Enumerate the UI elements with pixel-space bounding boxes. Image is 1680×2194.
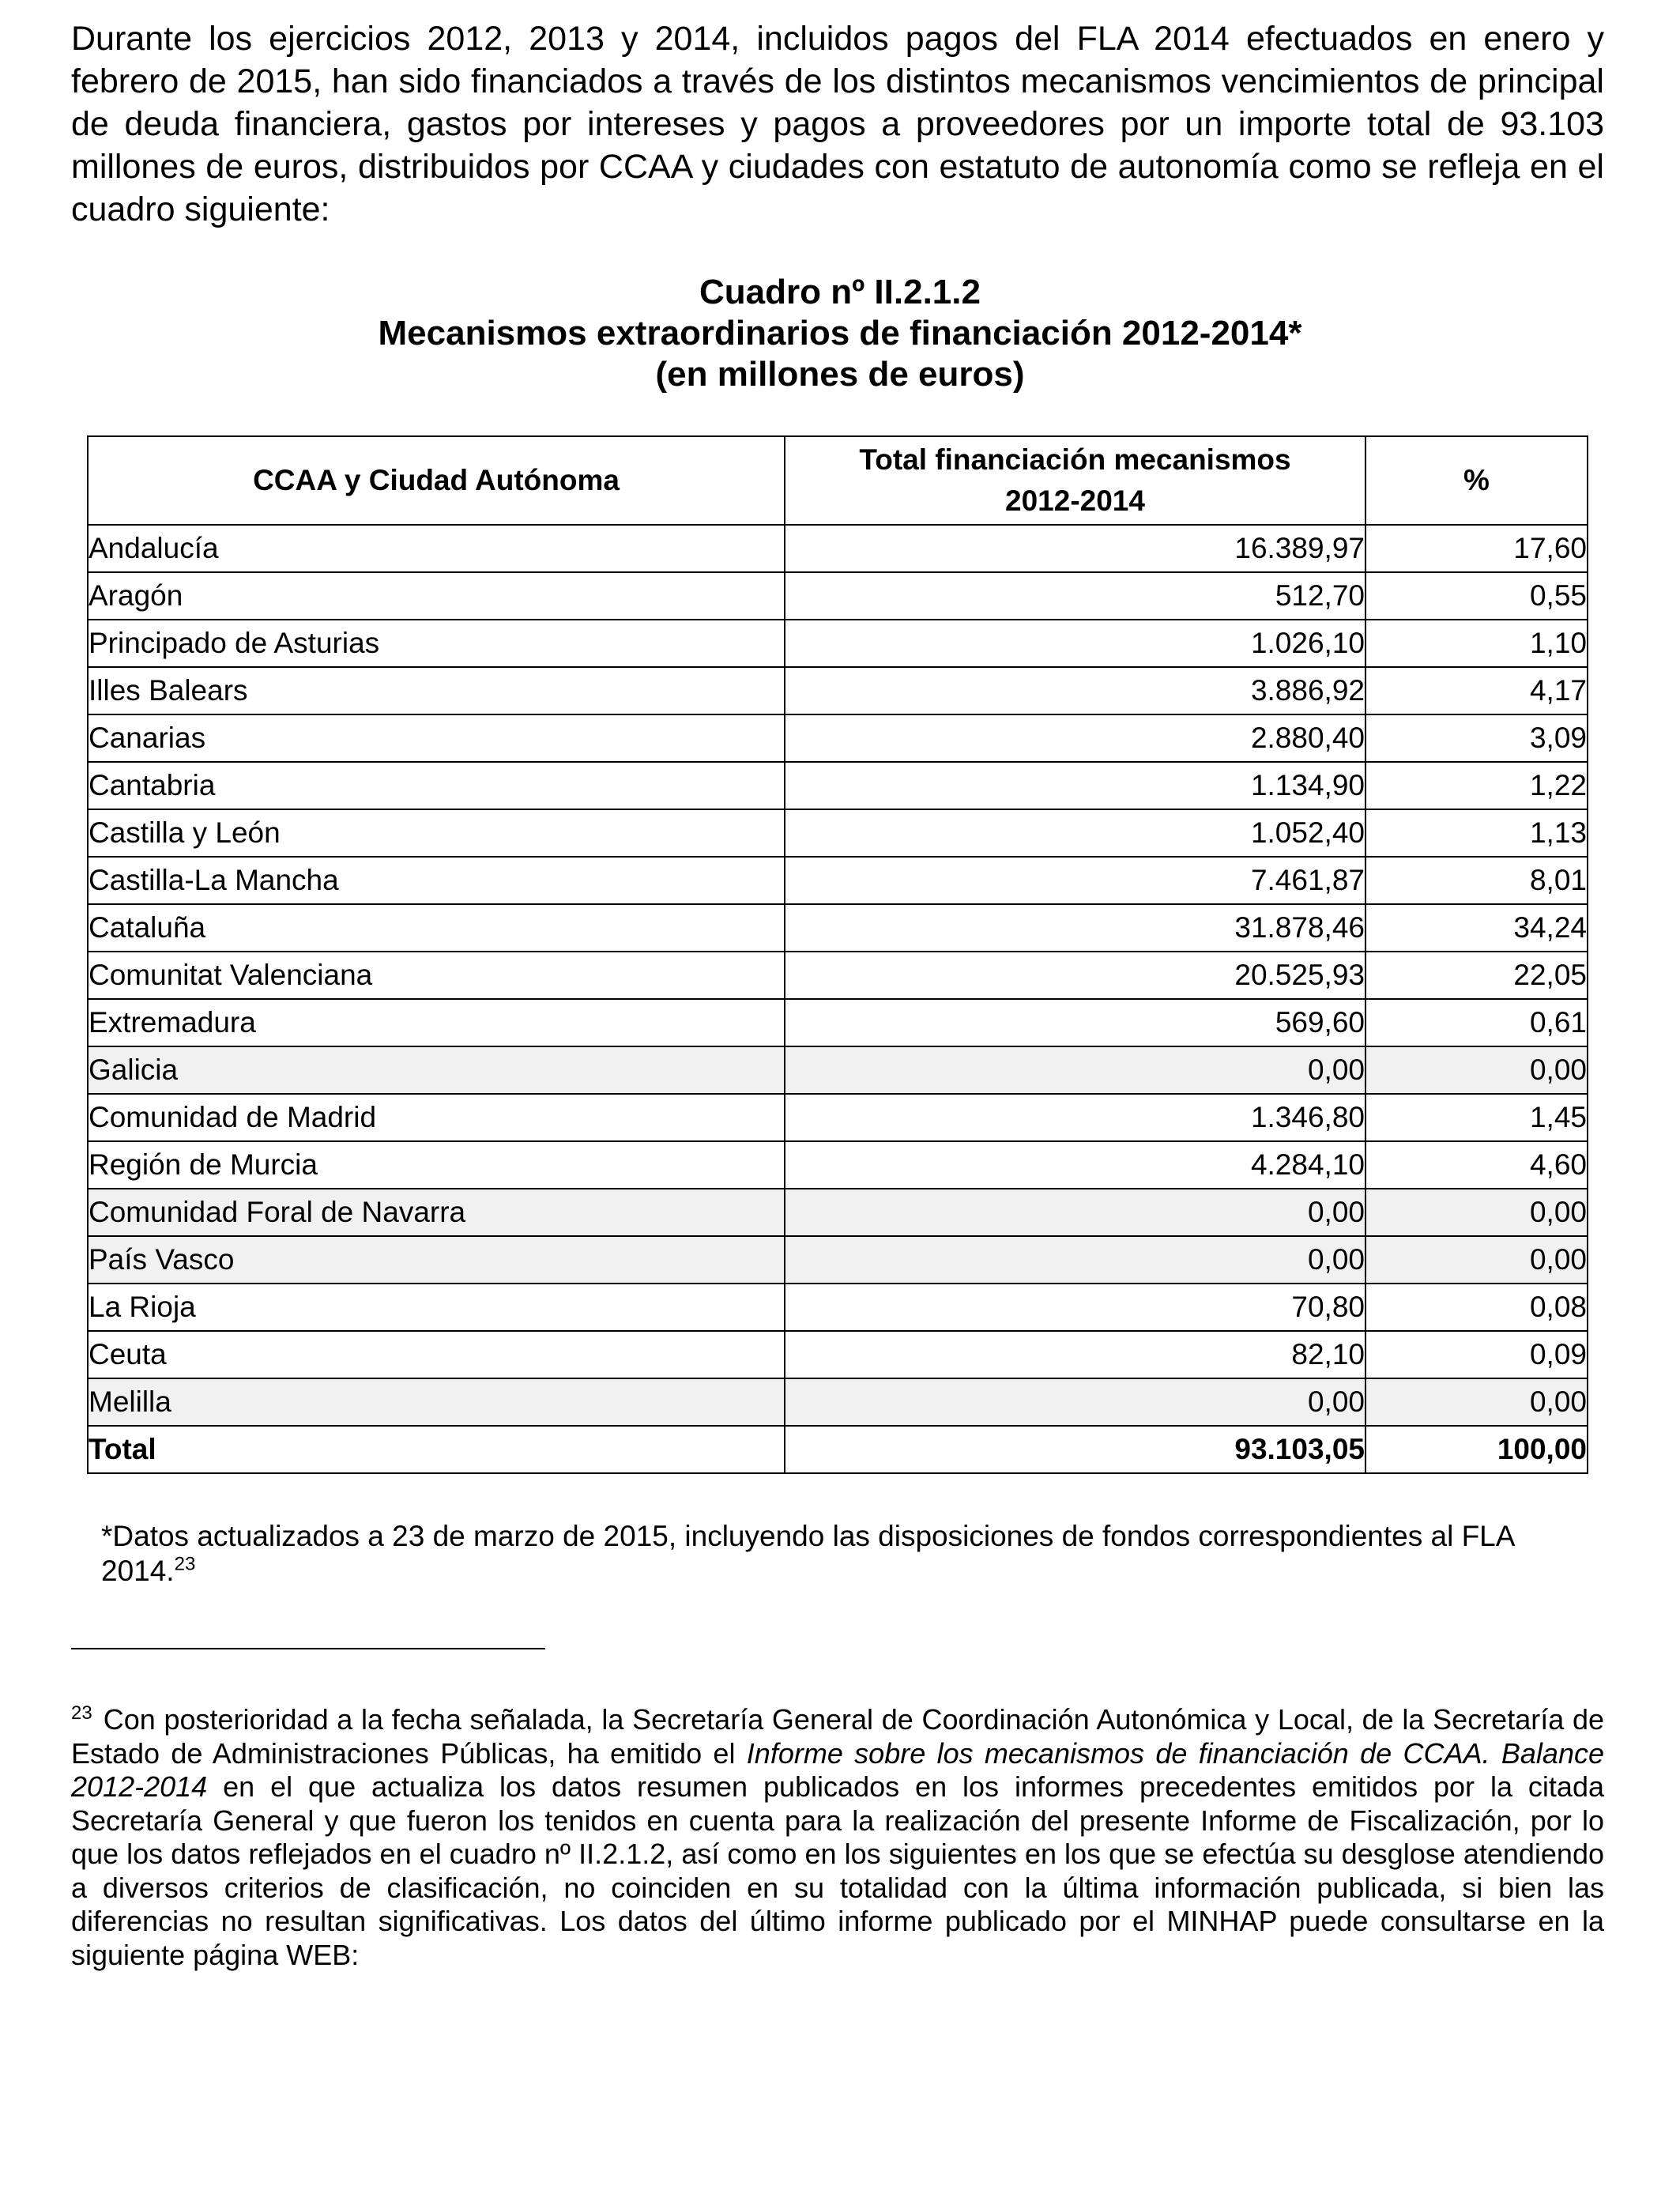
cell-percent: 3,09 <box>1365 714 1588 762</box>
cell-total: 569,60 <box>785 999 1365 1046</box>
table-row <box>88 999 1588 1046</box>
cell-name: Canarias <box>88 714 785 762</box>
footnote <box>71 1703 1604 1972</box>
cell-name: Extremadura <box>88 999 785 1046</box>
table-row <box>88 952 1588 999</box>
table-row <box>88 714 1588 762</box>
cell-total: 70,80 <box>785 1284 1365 1331</box>
footnote-text-2: en el que actualiza los datos resumen publicados en los informes precedentes emitidos por la citada Secretaría General y que fueron los tenidos en cuenta para la realización del presente Informe de Fiscalización, por lo que los datos reflejados en el cuadro nº II.2.1.2, así como en los siguientes en los que se efectúa su desglose atendiendo a diversos criterios de clasificación, no coinciden en su totalidad con la última información publicada, si bien las diferencias no resultan significativas. Los datos del último informe publicado por el MINHAP puede consultarse en la siguiente página WEB: <box>71 1770 1604 1971</box>
cell-name: Castilla-La Mancha <box>88 857 785 904</box>
table-note-text: *Datos actualizados a 23 de marzo de 2015, incluyendo las disposiciones de fondos correspondientes al FLA 2014. <box>101 1520 1514 1587</box>
cell-percent: 0,00 <box>1365 1378 1588 1426</box>
table-row <box>88 857 1588 904</box>
footnote-report-title: Informe sobre los mecanismos de financiación de CCAA. Balance 2012-2014 <box>71 1736 1604 1803</box>
table-row <box>88 809 1588 857</box>
table-row <box>88 620 1588 667</box>
table-row <box>88 1284 1588 1331</box>
table-row <box>88 762 1588 809</box>
header-total-line2: 2012-2014 <box>1005 484 1145 517</box>
table-row <box>88 1094 1588 1141</box>
table-row <box>88 1189 1588 1236</box>
header-percent: % <box>1365 436 1588 525</box>
table-header-row <box>88 436 1588 525</box>
cell-percent: 0,00 <box>1365 1236 1588 1284</box>
table-row <box>88 1378 1588 1426</box>
table-note <box>101 1519 1571 1589</box>
header-ccaa: CCAA y Ciudad Autónoma <box>88 436 785 525</box>
cell-name: Ceuta <box>88 1331 785 1378</box>
table-caption-number: Cuadro nº II.2.1.2 <box>699 273 981 311</box>
cell-total: 512,70 <box>785 572 1365 620</box>
cell-name: Galicia <box>88 1046 785 1094</box>
cell-name: Principado de Asturias <box>88 620 785 667</box>
cell-percent: 1,22 <box>1365 762 1588 809</box>
table-row <box>88 1331 1588 1378</box>
total-label: Total <box>88 1426 785 1473</box>
cell-percent: 0,61 <box>1365 999 1588 1046</box>
cell-name: Cantabria <box>88 762 785 809</box>
cell-total: 1.346,80 <box>785 1094 1365 1141</box>
cell-percent: 0,55 <box>1365 572 1588 620</box>
cell-name: Illes Balears <box>88 667 785 714</box>
footnote-mark: 23 <box>71 1702 92 1724</box>
footnote-reference: 23 <box>174 1553 196 1575</box>
table-caption-title: Mecanismos extraordinarios de financiación 2012-2014* <box>378 314 1302 352</box>
cell-total: 1.052,40 <box>785 809 1365 857</box>
cell-total: 31.878,46 <box>785 904 1365 952</box>
cell-name: Comunidad Foral de Navarra <box>88 1189 785 1236</box>
cell-percent: 1,10 <box>1365 620 1588 667</box>
financing-table <box>87 435 1588 1474</box>
cell-percent: 17,60 <box>1365 525 1588 572</box>
header-total <box>785 436 1365 525</box>
cell-percent: 4,60 <box>1365 1141 1588 1189</box>
cell-name: Aragón <box>88 572 785 620</box>
cell-percent: 4,17 <box>1365 667 1588 714</box>
cell-total: 2.880,40 <box>785 714 1365 762</box>
cell-percent: 0,09 <box>1365 1331 1588 1378</box>
cell-total: 1.026,10 <box>785 620 1365 667</box>
cell-percent: 0,08 <box>1365 1284 1588 1331</box>
table-row <box>88 667 1588 714</box>
cell-name: Comunidad de Madrid <box>88 1094 785 1141</box>
cell-percent: 8,01 <box>1365 857 1588 904</box>
footnote-separator <box>71 1648 545 1649</box>
total-percent: 100,00 <box>1365 1426 1588 1473</box>
cell-total: 0,00 <box>785 1378 1365 1426</box>
table-row <box>88 904 1588 952</box>
cell-total: 16.389,97 <box>785 525 1365 572</box>
footnote-text-1: Con posterioridad a la fecha señalada, la Secretaría General de Coordinación Autonómica y Local, de la Secretaría de Estado de Administraciones Públicas, ha emitido el <box>71 1703 1604 1770</box>
cell-percent: 0,00 <box>1365 1046 1588 1094</box>
cell-total: 82,10 <box>785 1331 1365 1378</box>
table-caption-units: (en millones de euros) <box>655 355 1025 394</box>
table-total-row <box>88 1426 1588 1473</box>
table-row <box>88 1046 1588 1094</box>
total-value: 93.103,05 <box>785 1426 1365 1473</box>
cell-name: Región de Murcia <box>88 1141 785 1189</box>
cell-percent: 0,00 <box>1365 1189 1588 1236</box>
cell-percent: 1,45 <box>1365 1094 1588 1141</box>
cell-total: 0,00 <box>785 1046 1365 1094</box>
cell-name: Comunitat Valenciana <box>88 952 785 999</box>
cell-total: 0,00 <box>785 1189 1365 1236</box>
table-row <box>88 1236 1588 1284</box>
cell-total: 4.284,10 <box>785 1141 1365 1189</box>
cell-name: Melilla <box>88 1378 785 1426</box>
table-body <box>88 525 1588 1473</box>
cell-total: 1.134,90 <box>785 762 1365 809</box>
cell-name: Andalucía <box>88 525 785 572</box>
cell-name: Cataluña <box>88 904 785 952</box>
table-row <box>88 525 1588 572</box>
table-row <box>88 1141 1588 1189</box>
cell-percent: 34,24 <box>1365 904 1588 952</box>
cell-total: 3.886,92 <box>785 667 1365 714</box>
cell-name: La Rioja <box>88 1284 785 1331</box>
cell-total: 0,00 <box>785 1236 1365 1284</box>
cell-percent: 1,13 <box>1365 809 1588 857</box>
cell-total: 7.461,87 <box>785 857 1365 904</box>
cell-total: 20.525,93 <box>785 952 1365 999</box>
intro-paragraph: Durante los ejercicios 2012, 2013 y 2014, incluidos pagos del FLA 2014 efectuados en enero y febrero de 2015, han sido financiados a través de los distintos mecanismos vencimientos de principal de deuda financiera, gastos por intereses y pagos a proveedores por un importe total de 93.103 millones de euros, distribuidos por CCAA y ciudades con estatuto de autonomía como se refleja en el cuadro siguiente: <box>71 20 1604 228</box>
header-total-line1: Total financiación mecanismos <box>859 443 1291 476</box>
table-row <box>88 572 1588 620</box>
cell-name: Castilla y León <box>88 809 785 857</box>
cell-percent: 22,05 <box>1365 952 1588 999</box>
cell-name: País Vasco <box>88 1236 785 1284</box>
